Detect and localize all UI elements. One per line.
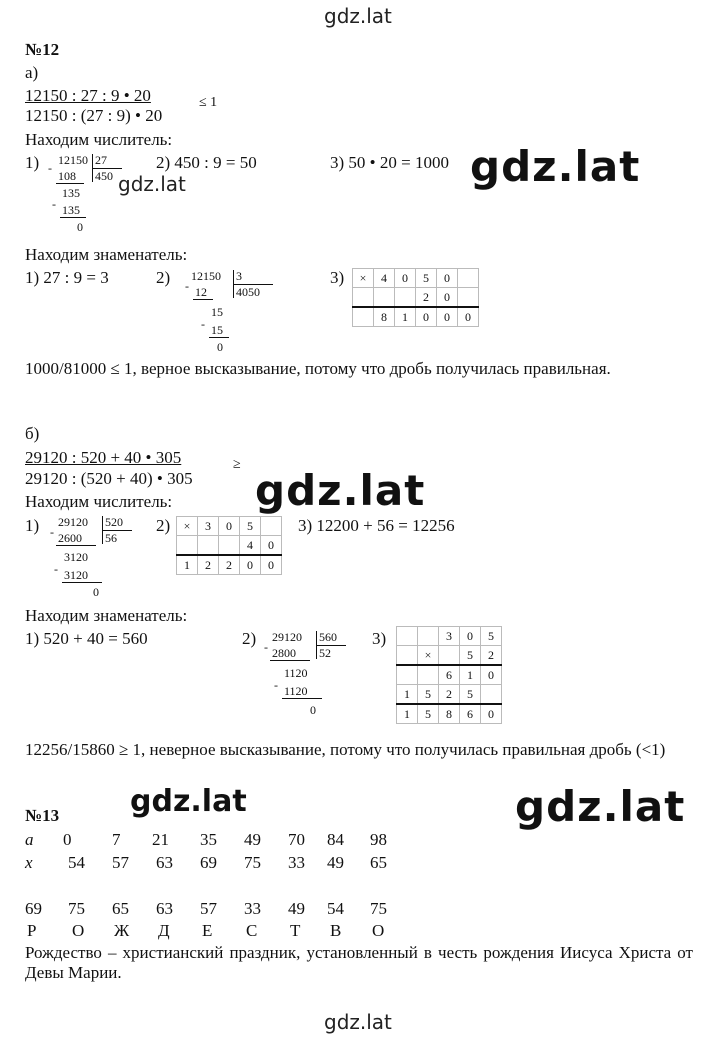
code-letter: В	[330, 921, 342, 940]
x-value: 69	[200, 853, 217, 872]
subtrahend: 15	[211, 323, 223, 337]
divisor: 520	[105, 515, 123, 529]
x-value: 63	[156, 853, 173, 872]
quotient: 56	[105, 531, 117, 545]
step-1: 1) 27 : 9 = 3	[25, 268, 109, 287]
x-label: x	[25, 853, 33, 872]
code-letter: Т	[290, 921, 301, 940]
remainder: 15	[211, 305, 223, 319]
remainder: 0	[310, 703, 316, 717]
a-value: 0	[63, 830, 72, 849]
code-number: 49	[288, 899, 305, 918]
compare-sign: ≥	[233, 457, 241, 472]
watermark-bottom: gdz.lat	[324, 1010, 392, 1034]
code-number: 33	[244, 899, 261, 918]
conclusion-a: 1000/81000 ≤ 1, верное высказывание, потому что дробь получилась правильная.	[25, 359, 611, 378]
fraction-denominator: 12150 : (27 : 9) • 20	[25, 106, 163, 125]
task-13-note: Рождество – христианский праздник, установленный в честь рождения Иисуса Христа от Девы Марии.	[25, 943, 693, 982]
long-division: 29120 520 56 - 2600 3120 - 3120 0	[48, 516, 148, 601]
multiplication-grid: × 4 0 5 0 2 0 8 1 0 0 0	[352, 268, 479, 327]
step-2: 2) 450 : 9 = 50	[156, 153, 257, 172]
fraction-denominator: 29120 : (520 + 40) • 305	[25, 469, 193, 488]
dividend: 29120	[272, 630, 302, 644]
watermark-large: gdz.lat	[515, 782, 686, 831]
fraction-numerator: 12150 : 27 : 9 • 20	[25, 86, 151, 105]
step-label: 2)	[242, 629, 257, 648]
code-letter: Ж	[114, 921, 130, 940]
part-a-label: а)	[25, 63, 39, 82]
a-value: 21	[152, 830, 169, 849]
a-label: a	[25, 830, 34, 849]
multiplication-grid: 3 0 5 × 5 2 6 1 0 1 5 2 5 1 5 8 6 0	[396, 626, 502, 724]
a-value: 84	[327, 830, 344, 849]
a-value: 35	[200, 830, 217, 849]
x-value: 75	[244, 853, 261, 872]
step-label: 2)	[156, 516, 171, 535]
code-number: 75	[370, 899, 387, 918]
watermark-medium: gdz.lat	[130, 784, 247, 819]
x-value: 54	[68, 853, 85, 872]
dividend: 29120	[58, 515, 88, 529]
code-letter: О	[372, 921, 385, 940]
remainder: 3120	[64, 550, 88, 564]
subtrahend: 12	[195, 285, 207, 299]
code-letter: С	[246, 921, 258, 940]
divisor: 560	[319, 630, 337, 644]
code-letter: Р	[27, 921, 37, 940]
part-b-label: б)	[25, 424, 40, 443]
dividend: 12150	[191, 269, 221, 283]
remainder: 0	[93, 585, 99, 599]
code-number: 65	[112, 899, 129, 918]
denominator-heading: Находим знаменатель:	[25, 245, 188, 264]
watermark-large: gdz.lat	[255, 466, 426, 515]
x-value: 65	[370, 853, 387, 872]
numerator-heading: Находим числитель:	[25, 130, 173, 149]
a-value: 70	[288, 830, 305, 849]
step-3: 3) 50 • 20 = 1000	[330, 153, 449, 172]
divisor: 3	[236, 269, 242, 283]
subtrahend: 135	[62, 203, 80, 217]
step-label: 2)	[156, 268, 171, 287]
step-label: 1)	[25, 153, 40, 172]
remainder: 1120	[284, 666, 308, 680]
code-letter: Е	[202, 921, 213, 940]
a-value: 7	[112, 830, 121, 849]
multiplication-grid: × 3 0 5 4 0 1 2 2 0 0	[176, 516, 282, 575]
step-3: 3) 12200 + 56 = 12256	[298, 516, 455, 535]
quotient: 52	[319, 646, 331, 660]
code-number: 75	[68, 899, 85, 918]
subtrahend: 2600	[58, 531, 82, 545]
step-label: 1)	[25, 516, 40, 535]
fraction-numerator: 29120 : 520 + 40 • 305	[25, 448, 182, 467]
x-value: 49	[327, 853, 344, 872]
watermark-small: gdz.lat	[118, 172, 186, 196]
code-number: 63	[156, 899, 173, 918]
remainder: 0	[77, 220, 83, 234]
remainder: 0	[217, 340, 223, 354]
dividend: 12150	[58, 153, 88, 167]
conclusion-b: 12256/15860 ≥ 1, неверное высказывание, потому что получилась правильная дробь (<1)	[25, 740, 666, 759]
code-number: 69	[25, 899, 42, 918]
a-value: 49	[244, 830, 261, 849]
divisor: 27	[95, 153, 107, 167]
subtrahend: 3120	[64, 568, 88, 582]
long-division: 29120 560 52 - 2800 1120 - 1120 0	[262, 631, 362, 721]
x-value: 57	[112, 853, 129, 872]
numerator-heading: Находим числитель:	[25, 492, 173, 511]
watermark-large: gdz.lat	[470, 142, 641, 191]
long-division: 12150 3 4050 - 12 15 - 15 0	[185, 270, 285, 355]
subtrahend: 108	[58, 169, 76, 183]
long-division: 12150 27 450 - 108 135 - 135 0	[48, 154, 128, 234]
code-number: 57	[200, 899, 217, 918]
code-number: 54	[327, 899, 344, 918]
task-12-title: №12	[25, 40, 60, 59]
step-label: 3)	[372, 629, 387, 648]
a-value: 98	[370, 830, 387, 849]
watermark-top: gdz.lat	[324, 4, 392, 28]
code-letter: О	[72, 921, 85, 940]
code-letter: Д	[158, 921, 170, 940]
task-13-title: №13	[25, 806, 60, 825]
subtrahend: 2800	[272, 646, 296, 660]
compare-sign: ≤ 1	[199, 95, 218, 110]
quotient: 450	[95, 169, 113, 183]
step-label: 3)	[330, 268, 345, 287]
subtrahend: 1120	[284, 684, 308, 698]
remainder: 135	[62, 186, 80, 200]
x-value: 33	[288, 853, 305, 872]
denominator-heading: Находим знаменатель:	[25, 606, 188, 625]
step-1: 1) 520 + 40 = 560	[25, 629, 148, 648]
quotient: 4050	[236, 285, 260, 299]
